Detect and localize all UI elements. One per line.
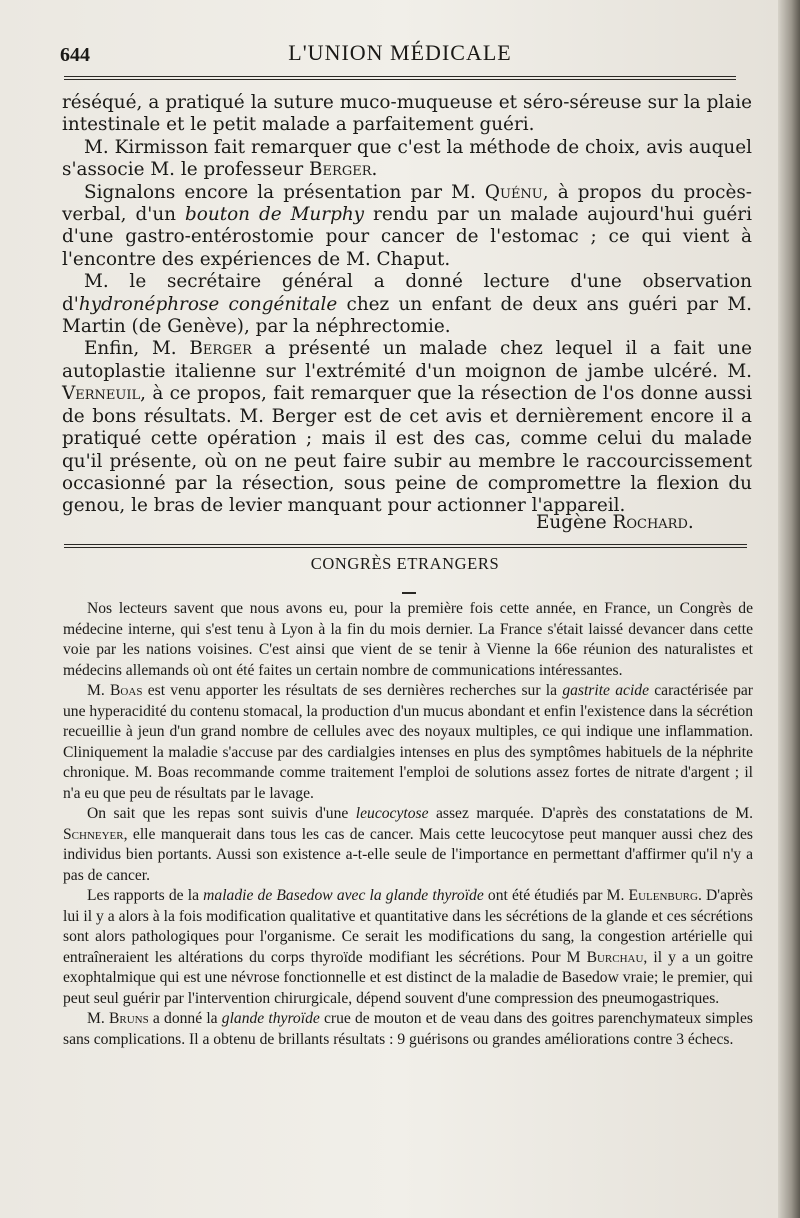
paragraph: M. Kirmisson fait remarquer que c'est la méthode de choix, avis auquel s'associe M. le professeur Berger. — [62, 136, 752, 181]
emphasis: maladie de Basedow avec la glande thyroïde — [203, 887, 484, 904]
paragraph: M. Bruns a donné la glande thyroïde crue de mouton et de veau dans des goitres parenchymateux simples sans complications. Il a obtenu de brillants résultats : 9 guérisons ou grandes améliorations contre 3 échecs. — [63, 1010, 753, 1048]
paragraph: Nos lecteurs savent que nous avons eu, pour la première fois cette année, en France, un Congrès de médecine interne, qui s'est tenu à Lyon à la fin du mois dernier. La France s'était laissé devancer dans cette voie par les nations voisines. C'est ainsi que vient de se tenir à Vienne la 66e réunion des naturalistes et médecins allemands où ont été faites un certain nombre de communications intéressantes. — [63, 600, 753, 679]
running-title: L'UNION MÉDICALE — [288, 40, 512, 65]
person-name: Verneuil — [62, 383, 141, 405]
paragraph: réséqué, a pratiqué la suture muco-muqueuse et séro-séreuse sur la plaie intestinale et le petit malade a parfaitement guéri. — [62, 92, 752, 136]
section-rule-bottom — [64, 547, 747, 548]
paragraph: Signalons encore la présentation par M. Quénu, à propos du procès-verbal, d'un bouton de Murphy rendu par un malade aujourd'hui guéri d'une gastro-entérostomie pour cancer de l'estomac ; ce qui vient à l'encontre des expériences de M. Chaput. — [62, 181, 752, 270]
person-name: Eulenburg — [628, 887, 698, 904]
person-name: Berger — [189, 338, 252, 360]
person-name: Burchau — [586, 948, 644, 966]
page-number: 644 — [60, 44, 90, 66]
emphasis: leucocytose — [355, 805, 429, 822]
author-signature: Eugène Rochard. — [536, 512, 694, 533]
congress-article — [63, 599, 753, 1050]
paragraph: Les rapports de la maladie de Basedow avec la glande thyroïde ont été étudiés par M. Eulenburg. D'après lui il y a alors à la fois modification qualitative et quantitative dans les sécrétions de la glande et ces sécrétions sont alors pathologiques pour l'organisme. Ce serait les modifications du sang, la congestion artérielle qui entraîneraient les altérations du corps thyroïde modifiant les sécrétions. Pour M Burchau, il y a un goitre exophtalmique qui est une névrose fonctionnelle et est distinct de la maladie de Basedow vraie; le premier, qui peut seul guérir par l'intervention chirurgicale, dépend souvent d'une compression des pneumogastriques. — [63, 887, 753, 1007]
title-dash — [402, 592, 416, 594]
person-name: Boas — [110, 682, 143, 699]
section-title: CONGRÈS ETRANGERS — [310, 554, 500, 573]
paragraph: Enfin, M. Berger a présenté un malade chez lequel il a fait une autoplastie italienne sur l'extrémité d'un moignon de jambe ulcéré. M. Verneuil, à ce propos, fait remarquer que la résection de l'os donne aussi de bons résultats. M. Berger est de cet avis et dernièrement encore il a pratiqué cette opération ; mais il est des cas, comme celui du malade qu'il présente, où on ne peut faire subir au membre le raccourcissement occasionné par la résection, sous peine de compromettre la flexion du genou, le bras de levier manquant pour actionner l'appareil. — [62, 338, 752, 517]
person-name: Quénu — [484, 181, 543, 203]
person-name: Bruns — [108, 1010, 149, 1027]
section-rule-top — [64, 544, 747, 545]
page-edge-shadow — [778, 0, 800, 1218]
emphasis: gastrite acide — [562, 682, 649, 699]
emphasis: bouton de Murphy — [185, 204, 365, 226]
emphasis: glande thyroïde — [221, 1010, 320, 1027]
header-rule — [64, 76, 736, 77]
paragraph: M. Boas est venu apporter les résultats de ses dernières recherches sur la gastrite acide caractérisée par une hyperacidité du contenu stomacal, la production d'un mucus abondant et enfin l'existence dans la sécrétion recueillie à jeun d'un grand nombre de cellules avec des noyaux multiples, ce qui indique une inflammation. Cliniquement la maladie s'accuse par des cardialgies intenses en plus des symptômes habituels de la néphrite chronique. M. Boas recommande comme traitement l'emploi de solutions assez fortes de nitrate d'argent ; il n'a eu que peu de résultats par le lavage. — [63, 682, 753, 802]
paragraph: M. le secrétaire général a donné lecture d'une observation d'hydronéphrose congénitale chez un enfant de deux ans guéri par M. Martin (de Genève), par la néphrectomie. — [62, 271, 753, 338]
person-name: Berger — [309, 159, 372, 181]
person-name: Schneyer — [63, 825, 124, 843]
paragraph: On sait que les repas sont suivis d'une leucocytose assez marquée. D'après des constatations de M. Schneyer, elle manquerait dans tous les cas de cancer. Mais cette leucocytose peut manquer aussi chez des individus bien portants. Aussi son existence a-t-elle seule de l'importance en permettant d'affirmer qu'il n'y a pas de cancer. — [63, 805, 753, 884]
header-rule-secondary — [64, 79, 736, 80]
emphasis: hydronéphrose congénitale — [78, 293, 338, 315]
society-report — [62, 92, 752, 518]
